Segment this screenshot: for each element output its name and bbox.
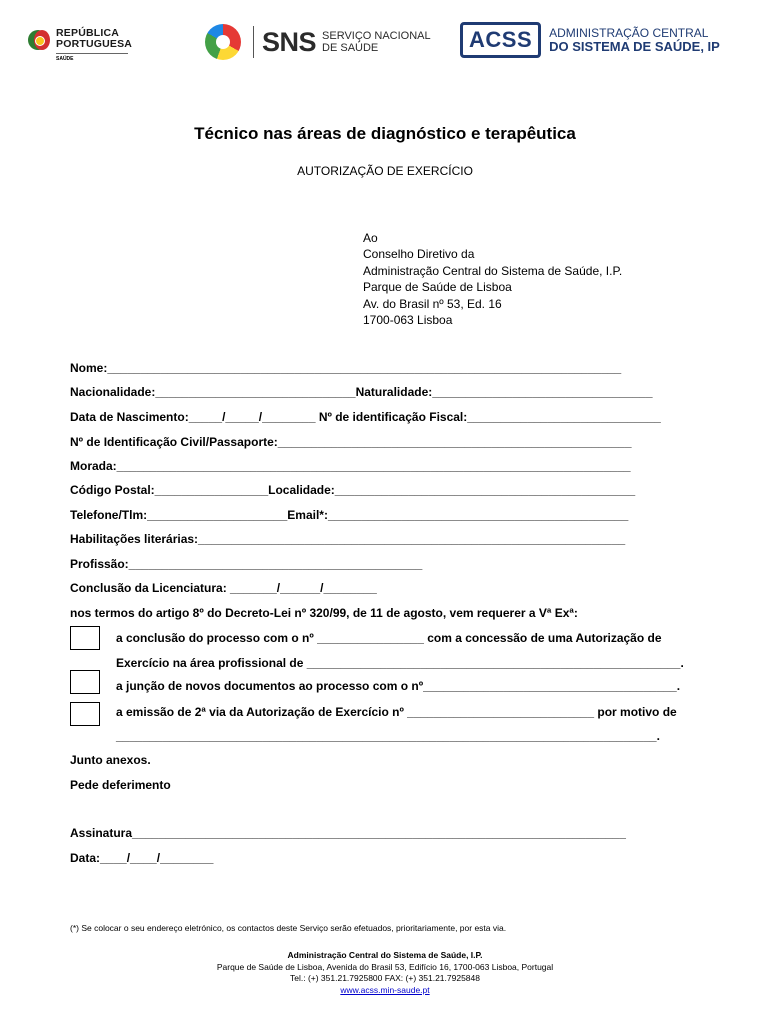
option-conclusao-label-cont[interactable]: Exercício na área profissional de ________________________________________________________. [116,656,684,670]
habilitacoes-field[interactable]: Habilitações literárias:________________________________________________________________ [70,532,626,546]
acss-logo [460,22,720,58]
option-segunda-via-checkbox[interactable] [70,702,100,726]
acss-line2: DO SISTEMA DE SAÚDE, IP [549,39,720,54]
address-line: Conselho Diretivo da [363,247,475,262]
acss-line1: ADMINISTRAÇÃO CENTRAL [549,26,709,40]
data-field[interactable]: Data:____/____/________ [70,851,214,865]
address-line: Parque de Saúde de Lisboa [363,280,512,295]
address-line: 1700-063 Lisboa [363,313,453,328]
option-segunda-via-motivo[interactable]: _________________________________________________________________________________. [116,729,660,743]
sns-acronym: SNS [262,26,317,57]
option-juncao-label[interactable]: a junção de novos documentos ao processo com o nº______________________________________. [116,679,681,693]
option-juncao-checkbox[interactable] [70,670,100,694]
footer-website-link[interactable]: www.acss.min-saude.pt [340,984,430,995]
recipient-address [363,230,622,328]
sns-logo [205,24,431,60]
sns-line1: SERVIÇO NACIONAL [322,30,431,42]
footer-address: Parque de Saúde de Lisboa, Avenida do Brasil 53, Edifício 16, 1700-063 Lisboa, Portugal [216,961,554,972]
page-footer [0,950,770,996]
telefone-email-field[interactable]: Telefone/Tlm:_____________________Email*:_____________________________________________ [70,508,629,522]
republica-emblem-icon [28,28,50,52]
header-logos [0,18,770,78]
option-conclusao-checkbox[interactable] [70,626,100,650]
profissao-field[interactable]: Profissão:____________________________________________ [70,557,423,571]
codigo-postal-field[interactable]: Código Postal:_________________Localidade:_____________________________________________ [70,483,636,497]
acss-acronym: ACSS [460,22,541,58]
footnote: (*) Se colocar o seu endereço eletrónico, os contactos deste Serviço serão efetuados, prioritariamente, por esta via. [70,923,507,933]
option-conclusao-label: a conclusão do processo com o nº ________________ com a concessão de uma Autorização de [116,631,662,645]
rp-line1: REPÚBLICA [56,27,120,39]
id-civil-field[interactable]: Nº de Identificação Civil/Passaporte:_____________________________________________________ [70,435,632,449]
option-segunda-via-label[interactable]: a emissão de 2ª via da Autorização de Exercício nº ____________________________ por motivo de [116,705,677,719]
address-line: Av. do Brasil nº 53, Ed. 16 [363,296,502,311]
nascimento-nif-field[interactable]: Data de Nascimento:_____/_____/________ Nº de identificação Fiscal:_____________________________ [70,410,661,424]
pede-deferimento-text: Pede deferimento [70,778,171,792]
address-line: Ao [363,231,378,245]
conclusao-field[interactable]: Conclusão da Licenciatura: _______/______/________ [70,581,377,595]
sns-line2: DE SAÚDE [322,42,379,54]
republica-portuguesa-logo [28,28,132,62]
junto-anexos-text: Junto anexos. [70,753,151,767]
morada-field[interactable]: Morada:_____________________________________________________________________________ [70,459,631,473]
rp-sub: SAÚDE [56,53,128,62]
termos-text: nos termos do artigo 8º do Decreto-Lei nº 320/99, de 11 de agosto, vem requerer a Vª Exª: [70,606,578,620]
address-line: Administração Central do Sistema de Saúde, I.P. [363,263,623,278]
footer-org: Administração Central do Sistema de Saúde, I.P. [287,950,483,960]
nacionalidade-field[interactable]: Nacionalidade:______________________________Naturalidade:_________________________________ [70,385,653,399]
page-subtitle: AUTORIZAÇÃO DE EXERCÍCIO [297,164,473,178]
footer-contacts: Tel.: (+) 351.21.7925800 FAX: (+) 351.21.7925848 [290,973,480,983]
page-title: Técnico nas áreas de diagnóstico e terapêutica [194,124,576,143]
nome-field[interactable]: Nome:_____________________________________________________________________________ [70,361,622,375]
rp-line2: PORTUGUESA [56,38,133,50]
sns-emblem-icon [205,24,241,60]
assinatura-field[interactable]: Assinatura__________________________________________________________________________ [70,826,626,840]
